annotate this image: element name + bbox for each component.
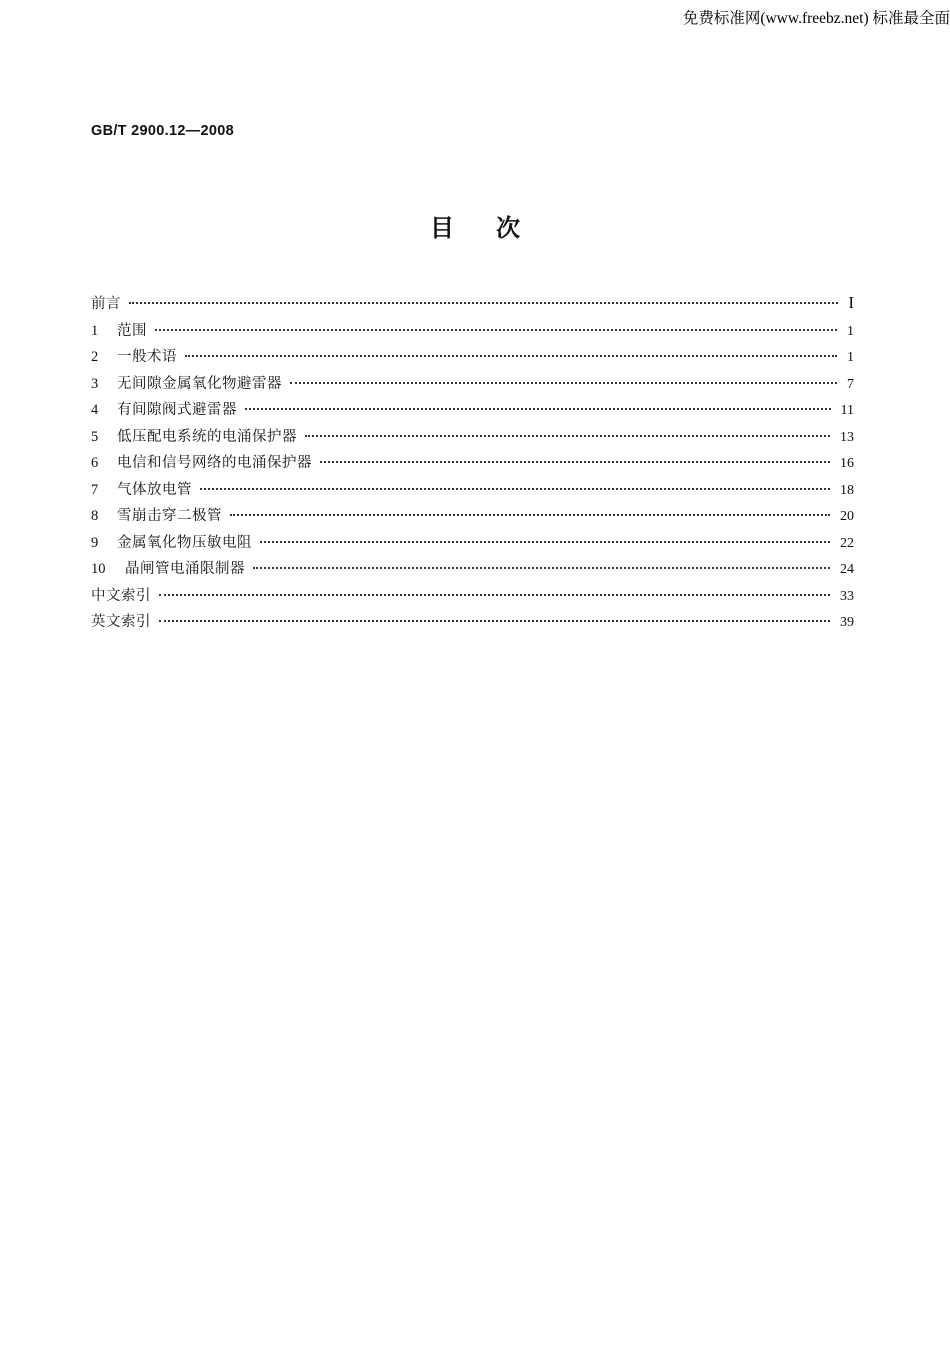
toc-entry-4[interactable] bbox=[91, 398, 854, 425]
toc-entry-number: 5 bbox=[91, 428, 99, 445]
toc-entry-page: 1 bbox=[847, 323, 854, 339]
toc-entry-page: 13 bbox=[840, 429, 854, 445]
toc-entry-number: 7 bbox=[91, 481, 99, 498]
toc-entry-number: 6 bbox=[91, 455, 99, 471]
toc-entry-10[interactable] bbox=[91, 557, 854, 584]
toc-entry-page: 1 bbox=[847, 350, 854, 365]
toc-entry-page: 24 bbox=[840, 562, 854, 577]
toc-entry-label: 金属氧化物压敏电阻 bbox=[117, 534, 252, 551]
table-of-contents bbox=[91, 292, 854, 637]
toc-entry-number: 9 bbox=[91, 534, 99, 551]
toc-entry-page: 11 bbox=[840, 403, 854, 418]
dot-leader bbox=[230, 514, 830, 516]
watermark-text: 免费标准网(www.freebz.net) 标准最全面 bbox=[682, 10, 950, 27]
toc-entry-label: 英文索引 bbox=[91, 614, 151, 630]
toc-entry-label: 范围 bbox=[117, 322, 147, 339]
standard-number: GB/T 2900.12—2008 bbox=[91, 123, 234, 139]
dot-leader bbox=[253, 567, 830, 569]
toc-entry-3[interactable] bbox=[91, 372, 854, 399]
toc-title: 目次 bbox=[430, 214, 562, 242]
dot-leader bbox=[155, 329, 837, 331]
toc-entry-label: 气体放电管 bbox=[117, 481, 192, 498]
toc-entry-label: 低压配电系统的电涌保护器 bbox=[117, 428, 297, 445]
toc-entry-page: 16 bbox=[840, 456, 854, 471]
toc-entry-page: 20 bbox=[840, 509, 854, 524]
dot-leader bbox=[290, 382, 837, 384]
toc-entry-1[interactable] bbox=[91, 319, 854, 346]
toc-entry-number: 4 bbox=[91, 402, 99, 418]
toc-entry-2[interactable] bbox=[91, 345, 854, 372]
dot-leader bbox=[185, 355, 837, 357]
toc-entry-page: 33 bbox=[840, 588, 854, 604]
toc-entry-7[interactable] bbox=[91, 478, 854, 505]
dot-leader bbox=[159, 594, 830, 596]
toc-entry-english-index[interactable] bbox=[91, 610, 854, 637]
toc-entry-number: 10 bbox=[91, 561, 106, 577]
toc-entry-label: 中文索引 bbox=[91, 587, 151, 604]
toc-entry-page: 22 bbox=[840, 535, 854, 551]
toc-entry-8[interactable] bbox=[91, 504, 854, 531]
toc-entry-label: 有间隙阀式避雷器 bbox=[117, 402, 237, 418]
dot-leader bbox=[245, 408, 831, 410]
toc-entry-label: 电信和信号网络的电涌保护器 bbox=[117, 455, 312, 471]
dot-leader bbox=[129, 302, 838, 304]
toc-entry-9[interactable] bbox=[91, 531, 854, 558]
toc-entry-label: 晶闸管电涌限制器 bbox=[125, 561, 245, 577]
dot-leader bbox=[260, 541, 830, 543]
toc-entry-6[interactable] bbox=[91, 451, 854, 478]
toc-entry-page: 7 bbox=[847, 376, 854, 392]
toc-entry-page: 39 bbox=[840, 615, 854, 630]
dot-leader bbox=[320, 461, 830, 463]
toc-entry-chinese-index[interactable] bbox=[91, 584, 854, 611]
toc-entry-page: 18 bbox=[840, 482, 854, 498]
toc-entry-label: 前言 bbox=[91, 296, 121, 312]
toc-entry-label: 雪崩击穿二极管 bbox=[117, 508, 222, 524]
toc-entry-number: 1 bbox=[91, 322, 99, 339]
dot-leader bbox=[305, 435, 830, 437]
dot-leader bbox=[159, 620, 830, 622]
toc-entry-number: 8 bbox=[91, 508, 99, 524]
toc-entry-number: 3 bbox=[91, 375, 99, 392]
toc-entry-label: 一般术语 bbox=[117, 349, 177, 365]
toc-entry-number: 2 bbox=[91, 349, 99, 365]
toc-entry-foreword[interactable] bbox=[91, 292, 854, 319]
toc-entry-page: I bbox=[848, 293, 854, 312]
toc-entry-label: 无间隙金属氧化物避雷器 bbox=[117, 375, 282, 392]
toc-entry-5[interactable] bbox=[91, 425, 854, 452]
dot-leader bbox=[200, 488, 830, 490]
